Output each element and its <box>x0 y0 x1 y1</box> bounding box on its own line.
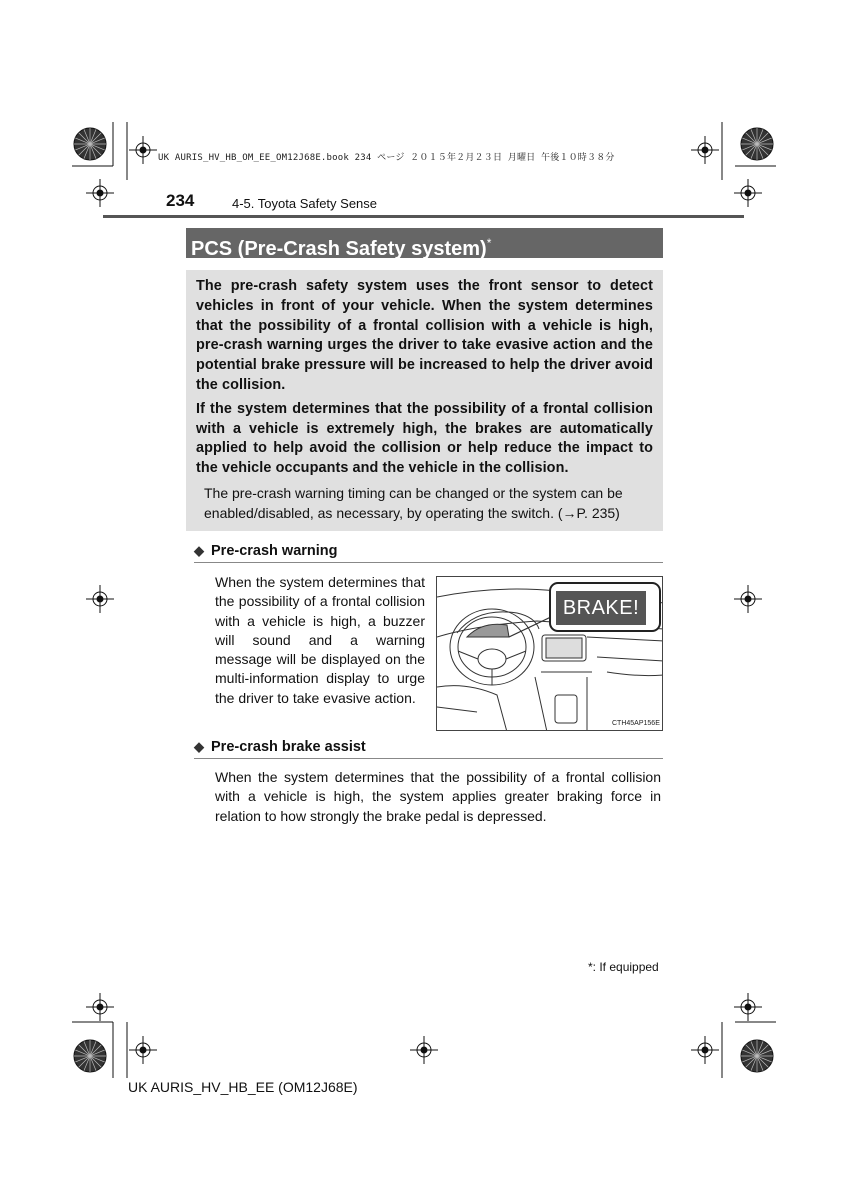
diamond-bullet-icon: ◆ <box>194 543 204 558</box>
intro-paragraph-1: The pre-crash safety system uses the front sensor to detect vehicles in front of your vehicle. When the system determines that the possibility of a frontal collision with a vehicle is high, pre-crash warning urges the driver to take evasive action and the potential brake pressure will be increased to help the driver avoid the collision. <box>196 278 653 393</box>
pre-crash-warning-body: When the system determines that the possibility of a frontal collision with a vehicle is high, a buzzer will sound and a warning message will be displayed on the multi-information display to urge the driver to take evasive action. <box>215 574 425 706</box>
if-equipped-marker: * <box>486 236 492 250</box>
footer-code: UK AURIS_HV_HB_EE (OM12J68E) <box>128 1079 358 1095</box>
page-title-text: PCS (Pre-Crash Safety system) <box>191 238 487 260</box>
pre-crash-brake-assist-heading <box>194 739 663 759</box>
page-number: 234 <box>166 191 195 210</box>
pre-crash-brake-assist-heading-text: Pre-crash brake assist <box>211 739 366 755</box>
figure-code: CTH45AP156E <box>612 720 660 727</box>
intro-note: The pre-crash warning timing can be changed or the system can be enabled/disabled, as necessary, by operating the switch. (→P. 235) <box>204 484 623 521</box>
intro-paragraph-2: If the system determines that the possibility of a frontal collision with a vehicle is extremely high, the brakes are automatically applied to help avoid the collision or help reduce the impact to the vehicle occupants and the vehicle in the collision. <box>196 400 653 477</box>
print-info-line: UK AURIS_HV_HB_OM_EE_OM12J68E.book 234 ページ ２０１５年２月２３日 月曜日 午後１０時３８分 <box>158 153 615 163</box>
section-title: 4-5. Toyota Safety Sense <box>232 196 378 211</box>
page-title <box>186 228 663 258</box>
intro-box <box>186 270 663 531</box>
footnote: *: If equipped <box>588 960 659 974</box>
pre-crash-warning-heading <box>194 543 663 563</box>
header-rule <box>103 215 744 218</box>
pre-crash-brake-assist-body: When the system determines that the possibility of a frontal collision with a vehicle is high, the system applies greater braking force in relation to how strongly the brake pedal is depressed. <box>215 769 661 824</box>
brake-warning-message: BRAKE! <box>556 591 646 625</box>
pre-crash-warning-heading-text: Pre-crash warning <box>211 543 338 559</box>
diamond-bullet-icon: ◆ <box>194 739 204 754</box>
